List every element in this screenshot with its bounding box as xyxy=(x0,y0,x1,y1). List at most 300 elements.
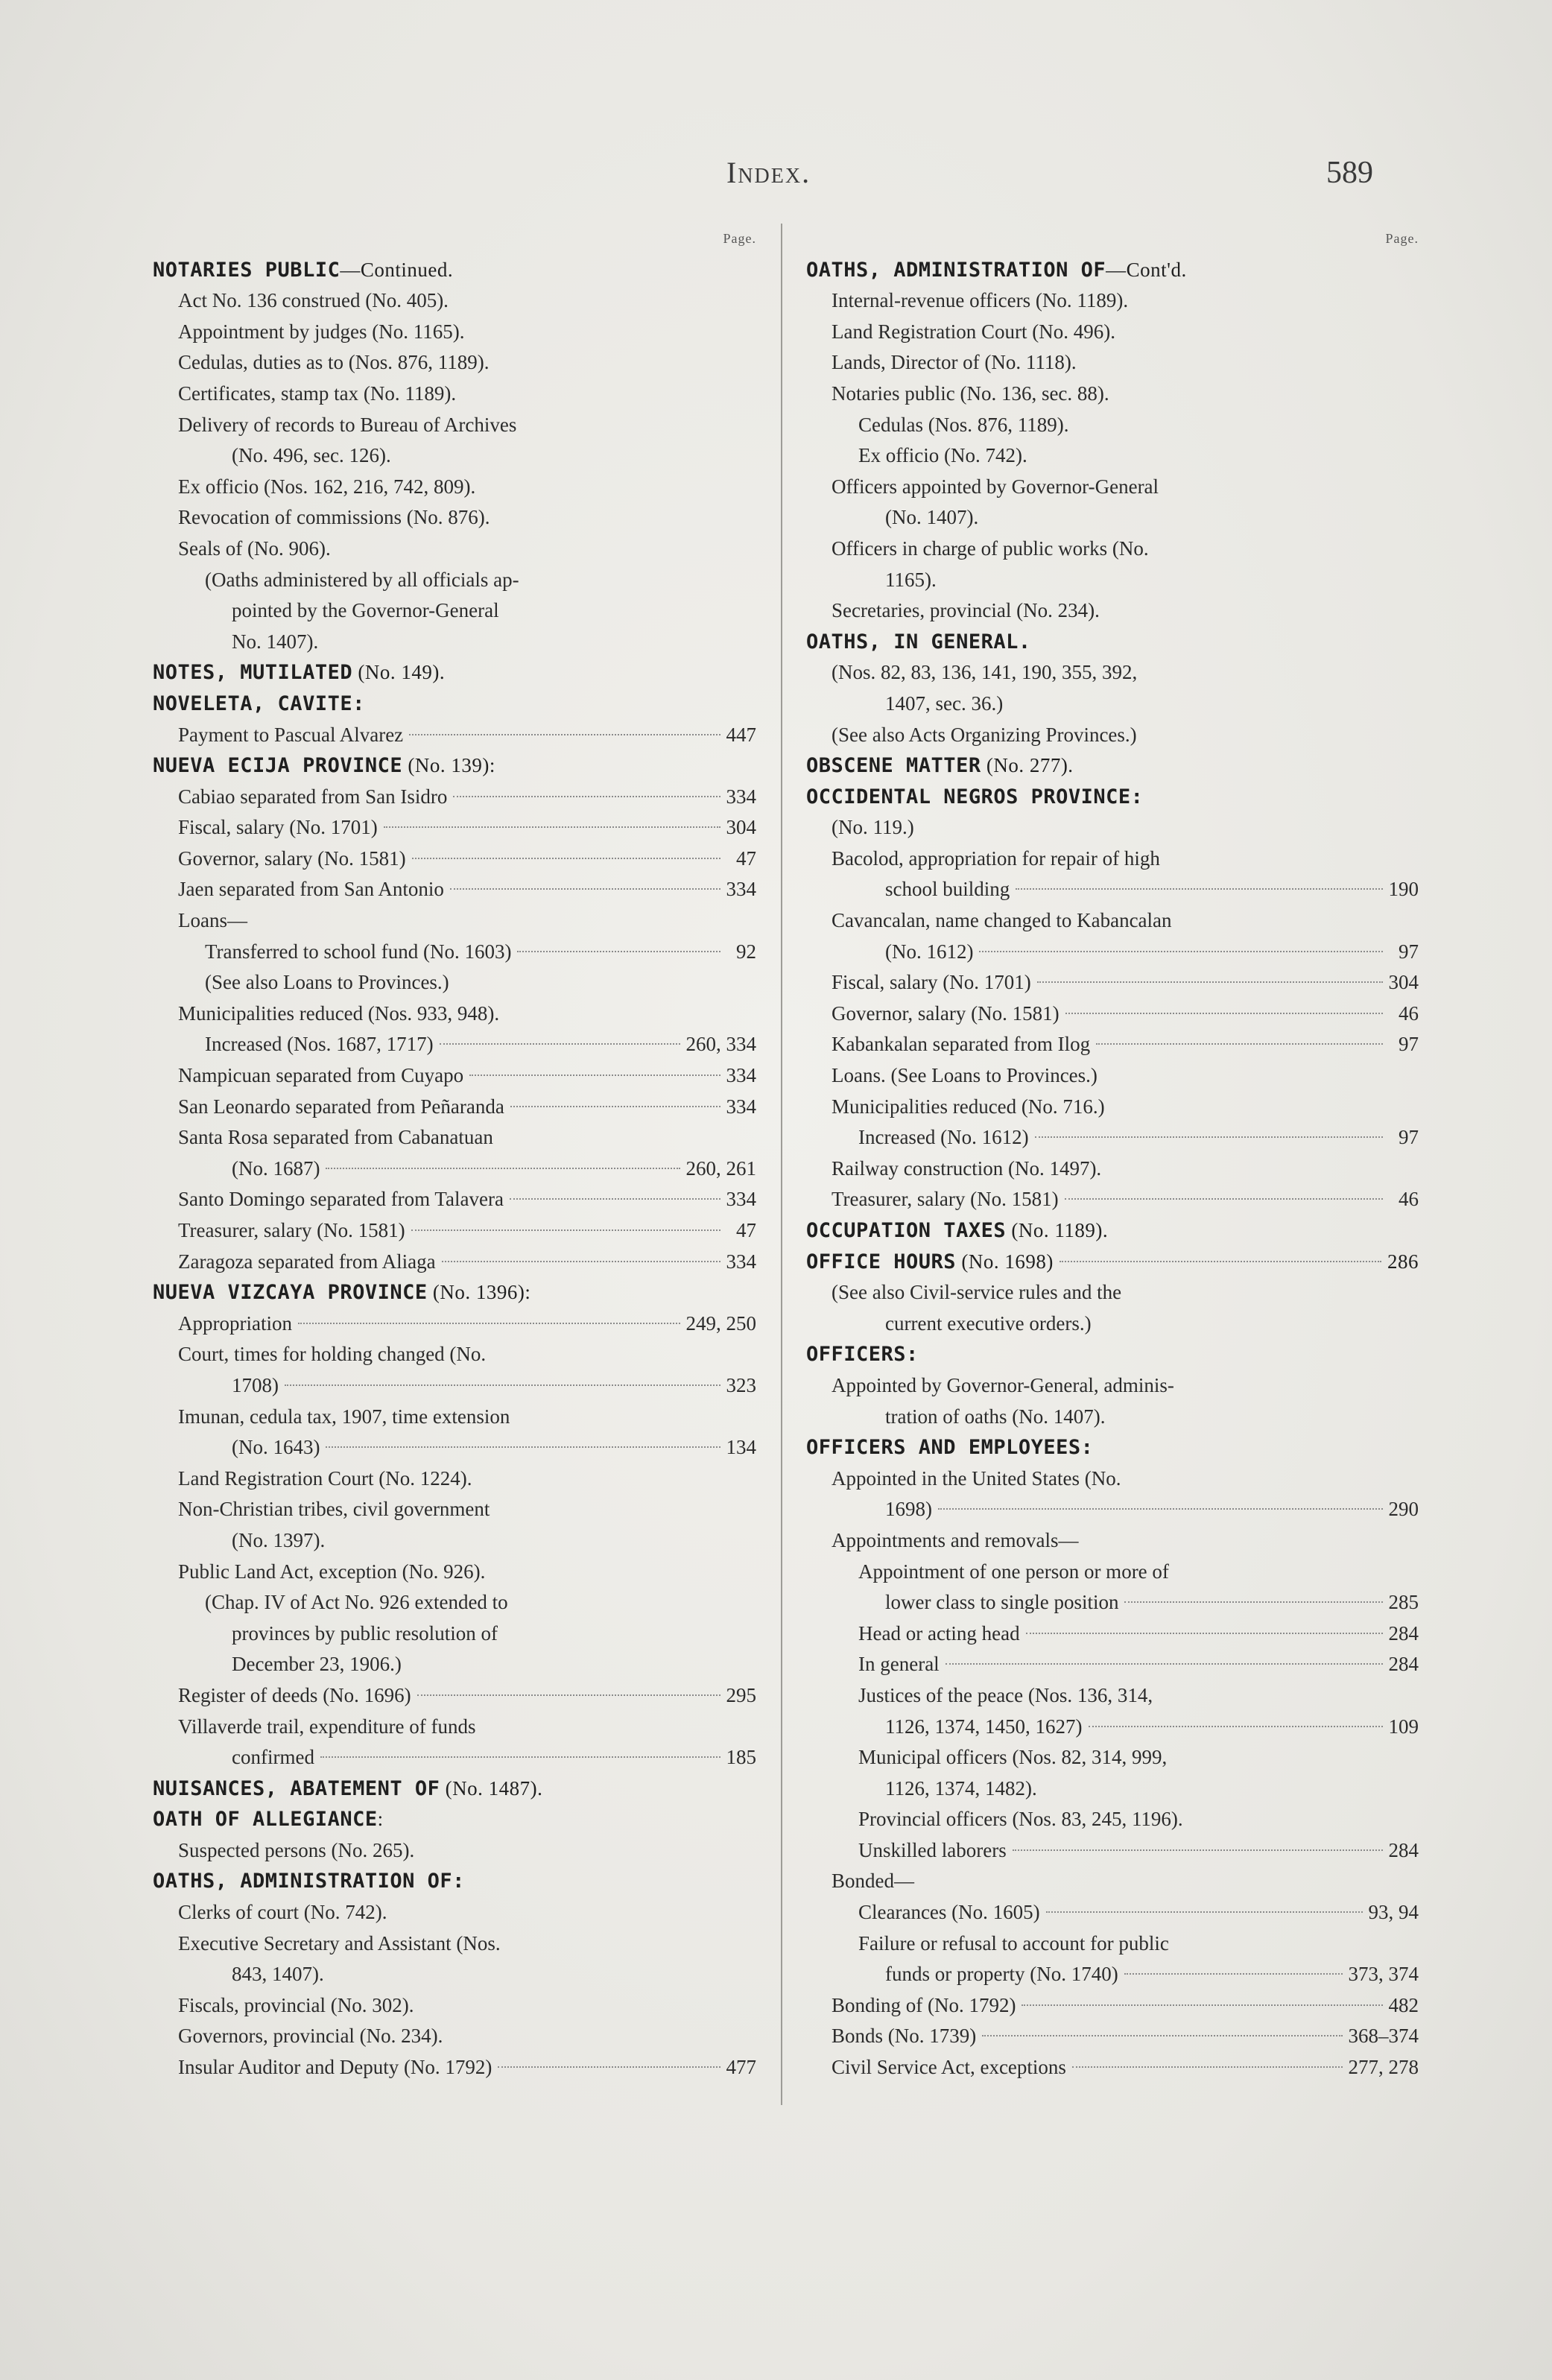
index-entry xyxy=(806,1742,1419,1773)
dot-leader xyxy=(1022,2004,1382,2006)
page-reference: 284 xyxy=(1388,1838,1419,1861)
dot-leader xyxy=(453,796,720,797)
entry-text: (No. 1643) xyxy=(232,1436,320,1459)
entry-text: Land Registration Court (No. 496). xyxy=(832,320,1115,343)
page-reference: 97 xyxy=(1399,940,1419,963)
index-entry xyxy=(153,627,756,658)
entry-text: (Nos. 82, 83, 136, 141, 190, 355, 392, xyxy=(832,661,1138,684)
index-entry xyxy=(806,1959,1419,1990)
entry-text: confirmed xyxy=(232,1746,314,1769)
index-entry xyxy=(806,1463,1419,1495)
entry-text: Seals of (No. 906). xyxy=(178,537,331,560)
index-entry xyxy=(806,2052,1419,2083)
entry-text: Register of deeds (No. 1696) xyxy=(178,1683,411,1706)
index-entry xyxy=(153,1618,756,1650)
page-reference: 295 xyxy=(726,1683,756,1706)
index-heading xyxy=(153,1804,756,1835)
entry-text: Appropriation xyxy=(178,1311,292,1335)
page-reference: 284 xyxy=(1388,1653,1419,1676)
index-entry xyxy=(806,1990,1419,2022)
index-heading xyxy=(806,627,1419,658)
entry-text: Transferred to school fund (No. 1603) xyxy=(205,940,512,963)
dot-leader xyxy=(1065,1198,1383,1200)
entry-text: 1407, sec. 36.) xyxy=(885,691,1004,715)
index-entry xyxy=(806,1092,1419,1123)
page-reference: 334 xyxy=(726,1188,756,1211)
index-entry xyxy=(806,1402,1419,1433)
index-entry xyxy=(806,595,1419,627)
heading-text-group xyxy=(806,754,1074,777)
entry-text: Appointment of one person or more of xyxy=(858,1560,1169,1583)
entry-text: (No. 1397). xyxy=(232,1528,326,1551)
index-entry xyxy=(153,565,756,596)
index-entry xyxy=(153,1525,756,1557)
dot-leader xyxy=(946,1663,1383,1665)
entry-text: Officers in charge of public works (No. xyxy=(832,537,1149,560)
entry-text: Notaries public (No. 136, sec. 88). xyxy=(832,382,1109,405)
index-entry xyxy=(806,472,1419,503)
entry-text: lower class to single position xyxy=(885,1591,1119,1614)
page-reference: 109 xyxy=(1388,1715,1419,1738)
index-entry xyxy=(806,1184,1419,1215)
entry-text: Increased (Nos. 1687, 1717) xyxy=(205,1033,434,1056)
index-heading xyxy=(806,1215,1419,1247)
entry-text: Justices of the peace (Nos. 136, 314, xyxy=(858,1683,1153,1706)
index-heading xyxy=(806,1247,1419,1278)
page-reference: 185 xyxy=(726,1746,756,1769)
entry-text: Delivery of records to Bureau of Archives xyxy=(178,413,517,436)
index-entry xyxy=(153,440,756,472)
index-entry xyxy=(153,502,756,534)
heading-text: OCCUPATION TAXES xyxy=(806,1219,1007,1242)
index-entries-left xyxy=(153,255,756,2083)
index-entry xyxy=(153,595,756,627)
index-heading xyxy=(153,255,756,286)
index-heading xyxy=(153,1866,756,1897)
index-entry xyxy=(153,2052,756,2083)
heading-reference: (No. 1698) xyxy=(956,1250,1054,1273)
index-entry xyxy=(806,1277,1419,1308)
heading-text: OBSCENE MATTER xyxy=(806,754,981,778)
index-entry xyxy=(806,1649,1419,1680)
dot-leader xyxy=(982,2035,1342,2036)
page-reference: 334 xyxy=(726,1250,756,1273)
dot-leader xyxy=(517,951,720,952)
page-reference: 304 xyxy=(1388,971,1419,994)
dot-leader xyxy=(1035,1136,1383,1138)
index-entry xyxy=(806,1122,1419,1153)
heading-text-group xyxy=(806,1436,1093,1459)
index-entry xyxy=(806,1060,1419,1092)
dot-leader xyxy=(1046,1911,1363,1913)
entry-text: Zaragoza separated from Aliaga xyxy=(178,1250,436,1273)
page-number: 589 xyxy=(1326,156,1373,190)
index-entry xyxy=(806,534,1419,565)
entry-text: Governor, salary (No. 1581) xyxy=(832,1001,1060,1025)
index-heading xyxy=(806,1432,1419,1463)
heading-text-group xyxy=(806,1219,1108,1242)
index-entry xyxy=(806,1835,1419,1867)
dot-leader xyxy=(326,1446,720,1448)
heading-text: OFFICE HOURS xyxy=(806,1250,957,1273)
dot-leader xyxy=(298,1323,680,1324)
heading-reference: —Cont'd. xyxy=(1106,258,1187,281)
heading-text-group xyxy=(153,754,495,777)
dot-leader xyxy=(411,1229,720,1231)
entry-text: Internal-revenue officers (No. 1189). xyxy=(832,289,1129,312)
entry-text: Municipalities reduced (Nos. 933, 948). xyxy=(178,1001,500,1025)
index-heading xyxy=(806,1339,1419,1370)
heading-reference: —Continued. xyxy=(340,258,454,281)
entry-text: Bonded— xyxy=(832,1870,914,1893)
index-entry xyxy=(153,1835,756,1867)
index-heading xyxy=(153,689,756,720)
page-reference: 97 xyxy=(1399,1126,1419,1149)
dot-leader xyxy=(417,1694,720,1696)
entry-text: Cavancalan, name changed to Kabancalan xyxy=(832,909,1172,932)
heading-text-group xyxy=(153,1808,384,1831)
index-entry xyxy=(153,2021,756,2052)
page-reference: 249, 250 xyxy=(685,1311,756,1335)
page-reference: 368–374 xyxy=(1348,2025,1419,2048)
entry-text: Civil Service Act, exceptions xyxy=(832,2056,1066,2079)
entry-text: December 23, 1906.) xyxy=(232,1653,402,1676)
column-divider xyxy=(781,224,782,2105)
dot-leader xyxy=(384,826,720,828)
index-entry xyxy=(806,440,1419,472)
heading-text: OATH OF ALLEGIANCE xyxy=(153,1808,378,1832)
entry-text: Bacolod, appropriation for repair of high xyxy=(832,846,1160,870)
entry-text: Non-Christian tribes, civil government xyxy=(178,1498,490,1521)
dot-leader xyxy=(1089,1726,1383,1727)
entry-text: (No. 1407). xyxy=(885,506,979,529)
index-entry xyxy=(806,720,1419,751)
heading-reference: (No. 1396): xyxy=(427,1281,531,1304)
index-entry xyxy=(153,472,756,503)
heading-text-group xyxy=(806,1343,919,1366)
index-entry xyxy=(153,1308,756,1340)
entry-text: Treasurer, salary (No. 1581) xyxy=(832,1188,1059,1211)
dot-leader xyxy=(450,888,720,890)
page-reference: 290 xyxy=(1388,1498,1419,1521)
page-reference: 334 xyxy=(726,1064,756,1087)
entry-text: Officers appointed by Governor-General xyxy=(832,475,1159,498)
index-entry xyxy=(806,1153,1419,1185)
entry-text: (No. 496, sec. 126). xyxy=(232,444,391,467)
index-entry xyxy=(153,874,756,905)
heading-text-group xyxy=(153,1281,530,1304)
entry-text: school building xyxy=(885,878,1010,901)
heading-text: NUISANCES, ABATEMENT OF xyxy=(153,1776,440,1800)
dot-leader xyxy=(285,1384,720,1386)
entry-text: Governor, salary (No. 1581) xyxy=(178,846,406,870)
index-entry xyxy=(806,967,1419,998)
index-entry xyxy=(806,565,1419,596)
index-entry xyxy=(806,657,1419,689)
entry-text: Jaen separated from San Antonio xyxy=(178,878,444,901)
entry-text: Increased (No. 1612) xyxy=(858,1126,1029,1149)
page-reference: 260, 261 xyxy=(685,1156,756,1180)
entry-text: Insular Auditor and Deputy (No. 1792) xyxy=(178,2056,492,2079)
page-reference: 334 xyxy=(726,785,756,808)
index-entry xyxy=(153,1215,756,1247)
entry-text: San Leonardo separated from Peñaranda xyxy=(178,1095,504,1118)
heading-reference: (No. 139): xyxy=(402,754,495,777)
index-entry xyxy=(806,317,1419,348)
index-entry xyxy=(153,317,756,348)
index-entry xyxy=(153,998,756,1030)
index-entry xyxy=(153,720,756,751)
heading-text-group xyxy=(153,1870,465,1893)
index-entry xyxy=(806,1525,1419,1557)
index-entry xyxy=(806,379,1419,410)
index-heading xyxy=(806,750,1419,782)
index-entry xyxy=(153,1928,756,1960)
entry-text: Fiscals, provincial (No. 302). xyxy=(178,1993,414,2016)
entry-text: Kabankalan separated from Ilog xyxy=(832,1033,1091,1056)
entry-text: Payment to Pascual Alvarez xyxy=(178,723,404,746)
dot-leader xyxy=(409,734,720,735)
entry-text: Santa Rosa separated from Cabanatuan xyxy=(178,1126,493,1149)
dot-leader xyxy=(1016,888,1382,890)
entry-text: Cabiao separated from San Isidro xyxy=(178,785,448,808)
entry-text: Municipalities reduced (No. 716.) xyxy=(832,1095,1105,1118)
heading-text-group xyxy=(806,259,1187,282)
dot-leader xyxy=(1013,1849,1383,1851)
index-entry xyxy=(153,1370,756,1402)
entry-text: Imunan, cedula tax, 1907, time extension xyxy=(178,1405,510,1428)
entry-text: Ex officio (Nos. 162, 216, 742, 809). xyxy=(178,475,476,498)
index-entry xyxy=(806,1712,1419,1743)
dot-leader xyxy=(938,1508,1383,1510)
index-entry xyxy=(806,905,1419,937)
page-reference: 190 xyxy=(1388,878,1419,901)
heading-text: OFFICERS: xyxy=(806,1343,919,1367)
index-entry xyxy=(153,1494,756,1525)
entry-text: Villaverde trail, expenditure of funds xyxy=(178,1715,476,1738)
page-reference: 260, 334 xyxy=(685,1033,756,1056)
entry-text: Court, times for holding changed (No. xyxy=(178,1343,487,1366)
page-reference: 46 xyxy=(1399,1188,1419,1211)
index-entry xyxy=(806,1494,1419,1525)
index-heading xyxy=(153,750,756,782)
page-reference: 482 xyxy=(1388,1993,1419,2016)
heading-reference: (No. 1189). xyxy=(1006,1219,1109,1241)
entry-text: Bonding of (No. 1792) xyxy=(832,1993,1016,2016)
dot-leader xyxy=(510,1198,720,1200)
heading-text-group xyxy=(153,259,453,282)
index-entry xyxy=(806,2021,1419,2052)
index-entry xyxy=(153,1060,756,1092)
page-reference: 334 xyxy=(726,878,756,901)
heading-text: OATHS, IN GENERAL. xyxy=(806,630,1031,653)
entry-text: Bonds (No. 1739) xyxy=(832,2025,977,2048)
index-heading xyxy=(153,657,756,689)
entry-text: Provincial officers (Nos. 83, 245, 1196). xyxy=(858,1808,1183,1831)
page-reference: 477 xyxy=(726,2056,756,2079)
heading-text-group xyxy=(153,692,365,715)
heading-reference: (No. 149). xyxy=(352,661,446,684)
index-entry xyxy=(806,410,1419,441)
index-column-left xyxy=(153,224,756,2083)
entry-text: Ex officio (No. 742). xyxy=(858,444,1027,467)
page-reference: 97 xyxy=(1399,1033,1419,1056)
index-entry xyxy=(153,1184,756,1215)
index-entry xyxy=(153,1649,756,1680)
entry-text: Fiscal, salary (No. 1701) xyxy=(178,816,378,839)
index-entry xyxy=(806,1308,1419,1340)
entry-text: Nampicuan separated from Cuyapo xyxy=(178,1064,464,1087)
dot-leader xyxy=(1124,1601,1382,1603)
index-entry xyxy=(153,379,756,410)
entry-text: (No. 1687) xyxy=(232,1156,320,1180)
index-entry xyxy=(806,1866,1419,1897)
index-entry xyxy=(806,285,1419,317)
page-reference: 334 xyxy=(726,1095,756,1118)
heading-text: OCCIDENTAL NEGROS PROVINCE: xyxy=(806,785,1144,808)
index-entry xyxy=(153,285,756,317)
entry-text: Appointed in the United States (No. xyxy=(832,1466,1121,1490)
entry-text: 1165). xyxy=(885,568,937,591)
heading-text-group xyxy=(806,785,1143,808)
dot-leader xyxy=(326,1168,680,1169)
entry-text: (See also Acts Organizing Provinces.) xyxy=(832,723,1137,746)
index-entry xyxy=(153,1402,756,1433)
index-entry xyxy=(153,534,756,565)
page-reference: 134 xyxy=(726,1436,756,1459)
entry-text: Loans. (See Loans to Provinces.) xyxy=(832,1064,1098,1087)
index-entry xyxy=(806,812,1419,844)
entry-text: Certificates, stamp tax (No. 1189). xyxy=(178,382,457,405)
heading-text-group xyxy=(153,1777,542,1800)
index-column-right xyxy=(806,224,1419,2083)
index-entry xyxy=(806,1804,1419,1835)
index-entry xyxy=(806,689,1419,720)
index-heading xyxy=(806,782,1419,813)
dot-leader xyxy=(442,1261,720,1262)
entry-text: 843, 1407). xyxy=(232,1963,324,1986)
page-reference: 304 xyxy=(726,816,756,839)
page-reference: 286 xyxy=(1387,1250,1419,1273)
entry-text: tration of oaths (No. 1407). xyxy=(885,1405,1106,1428)
page-reference: 47 xyxy=(736,1219,756,1241)
index-entries-right xyxy=(806,255,1419,2083)
dot-leader xyxy=(498,2066,720,2068)
entry-text: Appointments and removals— xyxy=(832,1528,1079,1551)
index-entry xyxy=(153,844,756,875)
heading-text: OFFICERS AND EMPLOYEES: xyxy=(806,1436,1094,1460)
heading-text: NOTARIES PUBLIC xyxy=(153,258,341,282)
running-head: Index. xyxy=(726,156,811,189)
page-reference: 323 xyxy=(726,1373,756,1396)
entry-text: (See also Civil-service rules and the xyxy=(832,1281,1122,1304)
index-entry xyxy=(153,1587,756,1618)
entry-text: Treasurer, salary (No. 1581) xyxy=(178,1219,405,1241)
index-heading xyxy=(806,255,1419,286)
entry-text: (Chap. IV of Act No. 926 extended to xyxy=(205,1591,508,1614)
entry-text: (Oaths administered by all officials ap- xyxy=(205,568,519,591)
entry-text: funds or property (No. 1740) xyxy=(885,1963,1118,1986)
index-entry xyxy=(153,1959,756,1990)
heading-text: NUEVA ECIJA PROVINCE xyxy=(153,754,403,778)
dot-leader xyxy=(320,1756,720,1758)
entry-text: Public Land Act, exception (No. 926). xyxy=(178,1560,486,1583)
index-entry xyxy=(806,502,1419,534)
index-entry xyxy=(153,410,756,441)
page-column-label: Page. xyxy=(1385,231,1419,246)
entry-text: Clearances (No. 1605) xyxy=(858,1901,1040,1924)
entry-text: Clerks of court (No. 742). xyxy=(178,1901,387,1924)
index-entry xyxy=(153,1432,756,1463)
entry-text: 1126, 1374, 1482). xyxy=(885,1776,1037,1800)
entry-text: Santo Domingo separated from Talavera xyxy=(178,1188,504,1211)
index-entry xyxy=(806,1773,1419,1805)
entry-text: (No. 119.) xyxy=(832,816,914,839)
entry-text: Appointed by Governor-General, adminis- xyxy=(832,1373,1174,1396)
dot-leader xyxy=(440,1043,680,1045)
dot-leader xyxy=(412,858,720,859)
entry-text: 1708) xyxy=(232,1373,279,1396)
index-heading xyxy=(153,1277,756,1308)
entry-text: Land Registration Court (No. 1224). xyxy=(178,1466,472,1490)
dot-leader xyxy=(1037,981,1383,983)
dot-leader xyxy=(1065,1013,1383,1014)
index-entry xyxy=(806,1029,1419,1060)
page-reference: 277, 278 xyxy=(1348,2056,1419,2079)
index-entry xyxy=(153,1990,756,2022)
page-reference: 284 xyxy=(1388,1621,1419,1645)
page-reference: 92 xyxy=(736,940,756,963)
index-heading xyxy=(153,1773,756,1805)
index-entry xyxy=(153,1339,756,1370)
entry-text: In general xyxy=(858,1653,940,1676)
index-entry xyxy=(806,1557,1419,1588)
heading-text-group xyxy=(806,630,1031,653)
entry-text: 1126, 1374, 1450, 1627) xyxy=(885,1715,1083,1738)
heading-reference: (No. 277). xyxy=(981,754,1074,777)
index-entry xyxy=(153,1153,756,1185)
index-entry xyxy=(806,844,1419,875)
index-entry xyxy=(153,1742,756,1773)
entry-text: pointed by the Governor-General xyxy=(232,599,499,622)
entry-text: Lands, Director of (No. 1118). xyxy=(832,351,1077,374)
page-column-label: Page. xyxy=(723,231,756,246)
heading-reference: (No. 1487). xyxy=(440,1776,543,1800)
index-entry xyxy=(153,812,756,844)
index-entry xyxy=(806,1928,1419,1960)
entry-text: Fiscal, salary (No. 1701) xyxy=(832,971,1031,994)
index-entry xyxy=(153,347,756,379)
index-entry xyxy=(806,347,1419,379)
page-reference: 447 xyxy=(726,723,756,746)
entry-text: current executive orders.) xyxy=(885,1311,1092,1335)
heading-text-group xyxy=(153,661,445,684)
heading-text: NOTES, MUTILATED xyxy=(153,661,353,685)
dot-leader xyxy=(1124,1973,1343,1975)
index-entry xyxy=(806,1680,1419,1712)
dot-leader xyxy=(510,1106,720,1107)
entry-text: Act No. 136 construed (No. 405). xyxy=(178,289,449,312)
entry-text: provinces by public resolution of xyxy=(232,1621,498,1645)
index-entry xyxy=(153,1463,756,1495)
index-entry xyxy=(806,937,1419,968)
entry-text: Unskilled laborers xyxy=(858,1838,1007,1861)
heading-text-group xyxy=(806,1247,1054,1278)
heading-reference: : xyxy=(377,1808,384,1831)
index-entry xyxy=(153,1897,756,1928)
page-reference: 47 xyxy=(736,846,756,870)
entry-text: 1698) xyxy=(885,1498,932,1521)
